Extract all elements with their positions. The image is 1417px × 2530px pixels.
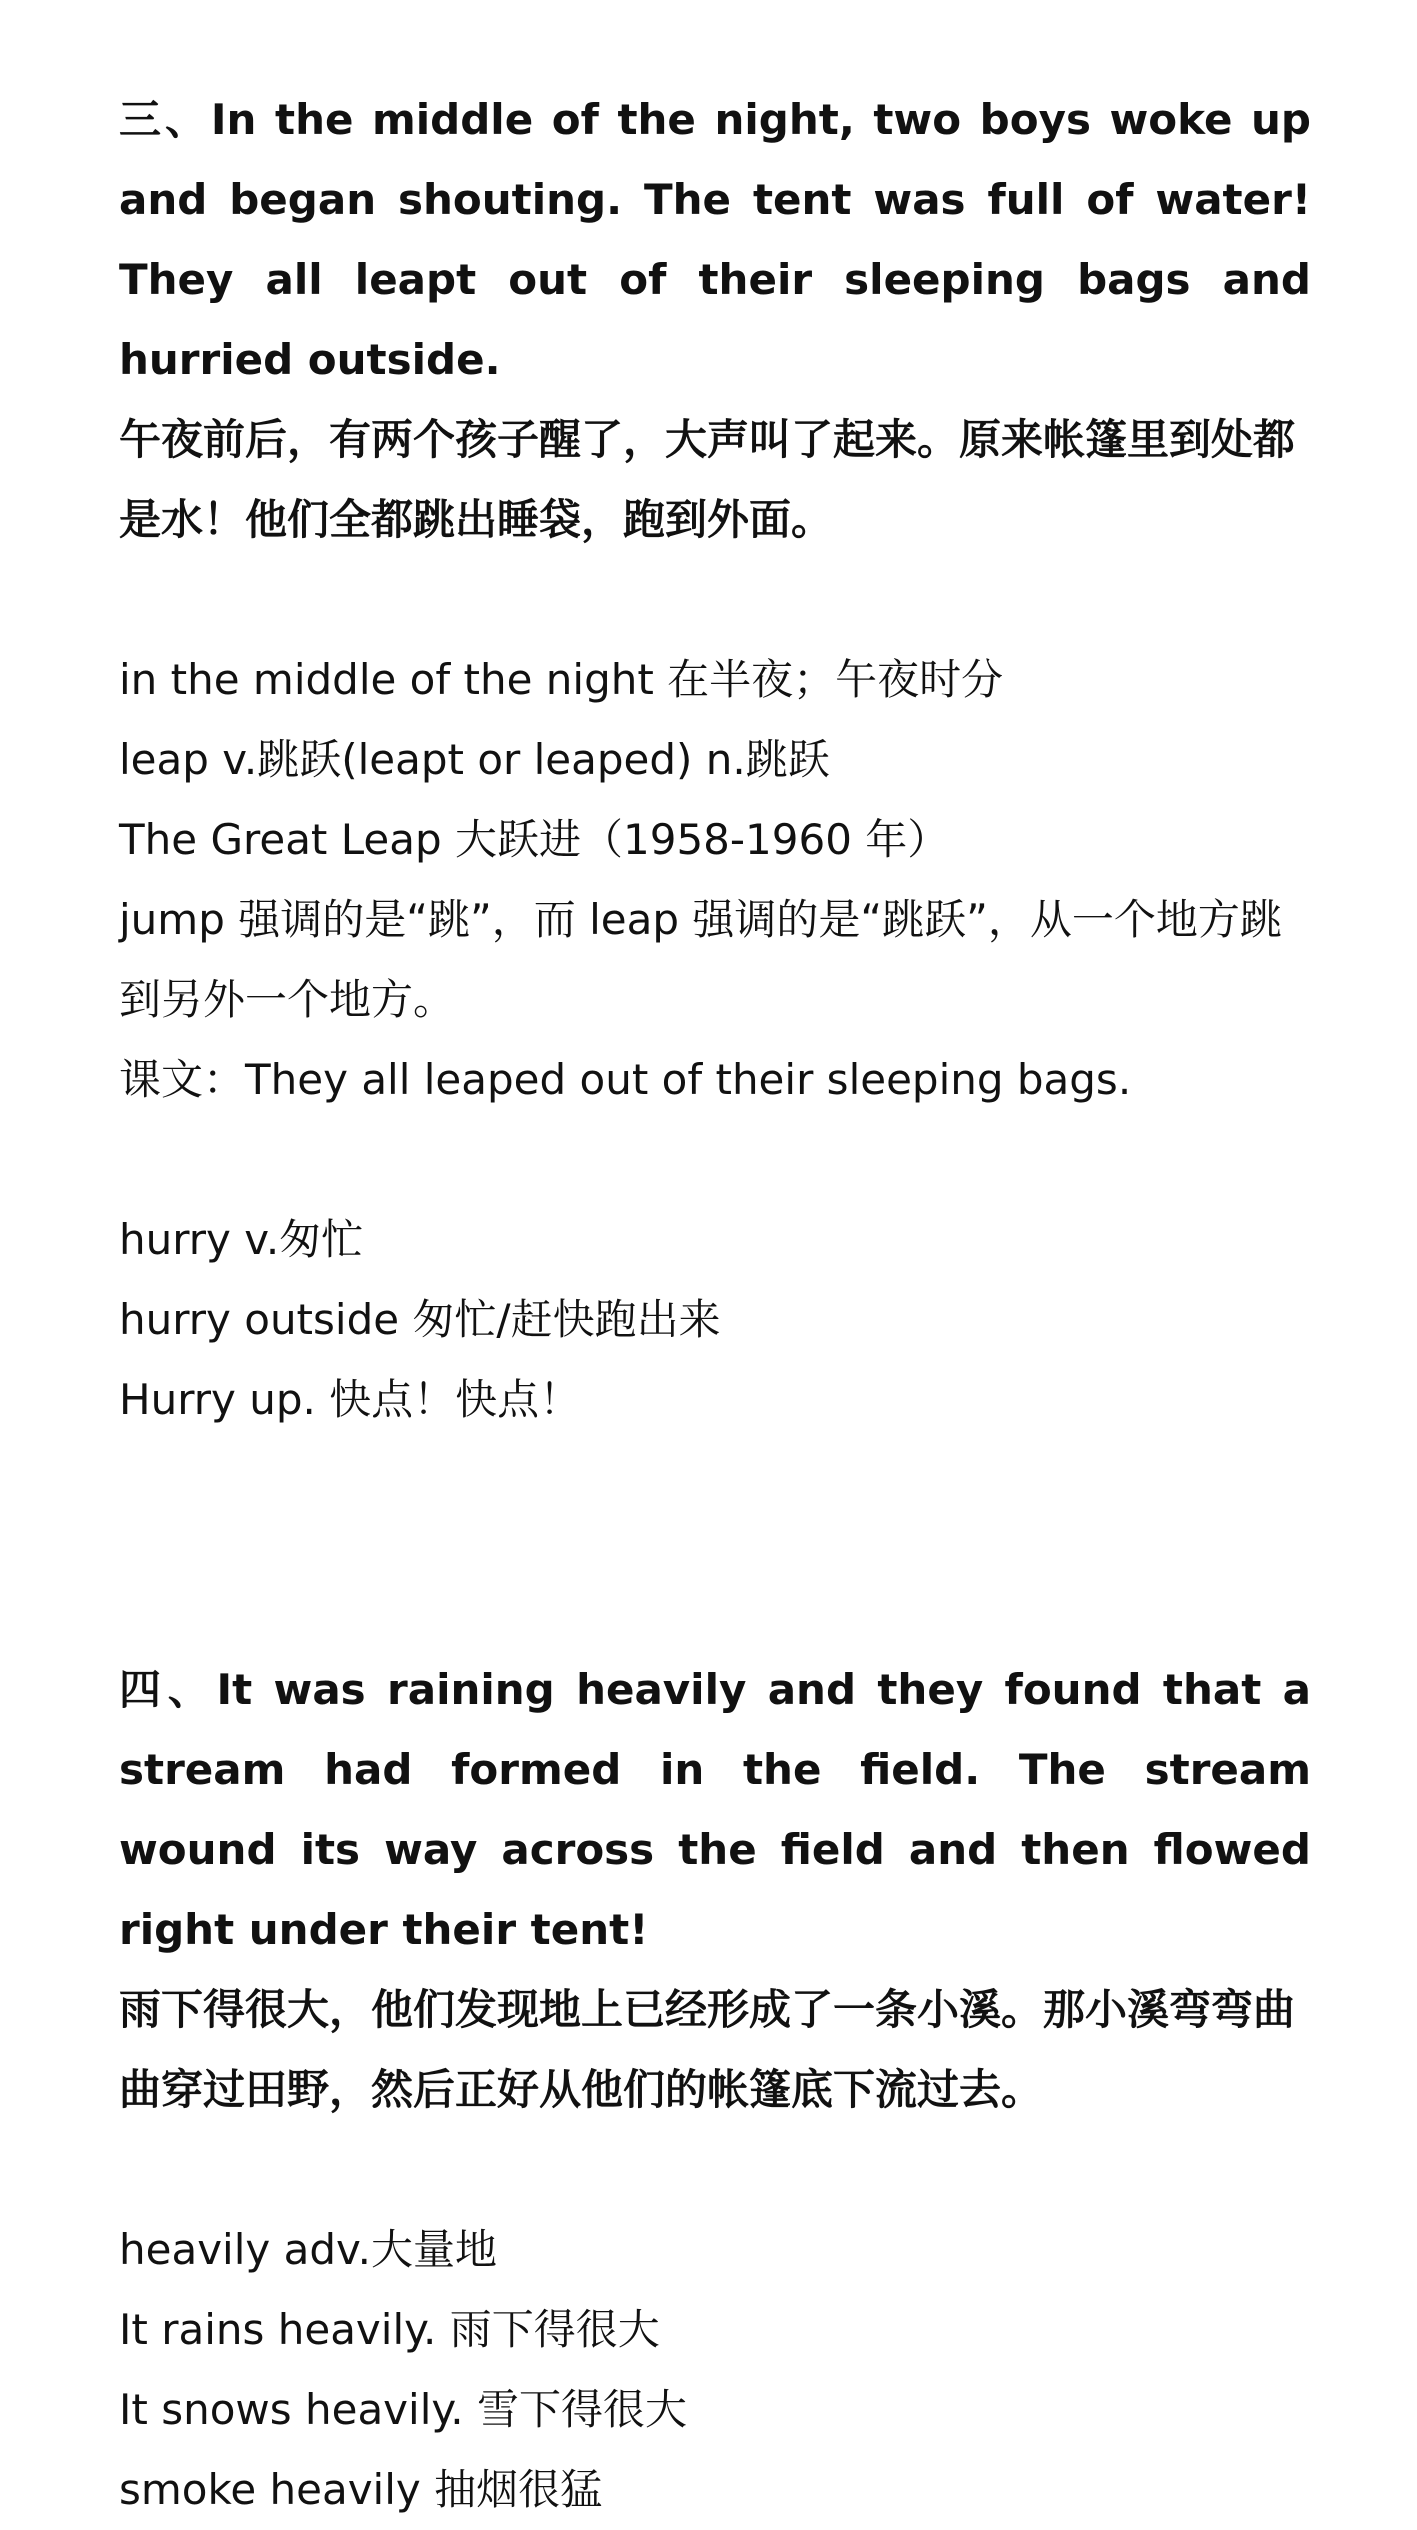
section-four-heading: 四、It was raining heavily and they found that a stream had formed in the field. The stream wound its way across the field and then flowed right under their tent!: [119, 1665, 1311, 1954]
vocab-item-hurry-up: Hurry up. 快点！快点！: [119, 1375, 582, 1424]
section-three-translation: 午夜前后，有两个孩子醒了，大声叫了起来。原来帐篷里到处都是水！他们全都跳出睡袋，跑到外面。: [119, 415, 1296, 544]
section-three: [119, 80, 1311, 1440]
section-four-spacer: [119, 2130, 1311, 2210]
vocab-item-hurry-outside: hurry outside 匆忙/赶快跑出来: [119, 1295, 721, 1344]
section-three-heading: 三、In the middle of the night, two boys woke up and began shouting. The tent was full of water! They all leapt out of their sleeping bags and hurried outside.: [119, 95, 1311, 384]
section-three-hurry-list: [119, 1200, 1311, 1440]
section-four: [119, 1650, 1311, 2530]
section-three-spacer: [119, 560, 1311, 640]
vocab-item-text-example: 课文：They all leaped out of their sleeping bags.: [119, 1055, 1132, 1104]
vocab-item-middle-of-night: in the middle of the night 在半夜；午夜时分: [119, 655, 1004, 704]
vocab-item-jump-vs-leap: jump 强调的是“跳”，而 leap 强调的是“跳跃”，从一个地方跳到另外一个地方。: [119, 895, 1282, 1024]
section-four-vocab-list: [119, 2210, 1311, 2530]
vocab-item-heavily: heavily adv.大量地: [119, 2225, 497, 2274]
section-four-translation: 雨下得很大，他们发现地上已经形成了一条小溪。那小溪弯弯曲曲穿过田野，然后正好从他们的帐篷底下流过去。: [119, 1985, 1296, 2114]
vocab-item-smoke-heavily: smoke heavily 抽烟很猛: [119, 2465, 603, 2514]
vocab-item-rains-heavily: It rains heavily. 雨下得很大: [119, 2305, 660, 2354]
vocab-item-snows-heavily: It snows heavily. 雪下得很大: [119, 2385, 687, 2434]
section-three-group-spacer: [119, 1120, 1311, 1200]
vocab-item-leap: leap v.跳跃(leapt or leaped) n.跳跃: [119, 735, 830, 784]
section-three-vocab-list: [119, 640, 1311, 1120]
document-content: [119, 80, 1311, 2530]
between-sections-spacer: [119, 1440, 1311, 1650]
vocab-item-great-leap: The Great Leap 大跃进（1958-1960 年）: [119, 815, 950, 864]
vocab-item-hurry: hurry v.匆忙: [119, 1215, 364, 1264]
